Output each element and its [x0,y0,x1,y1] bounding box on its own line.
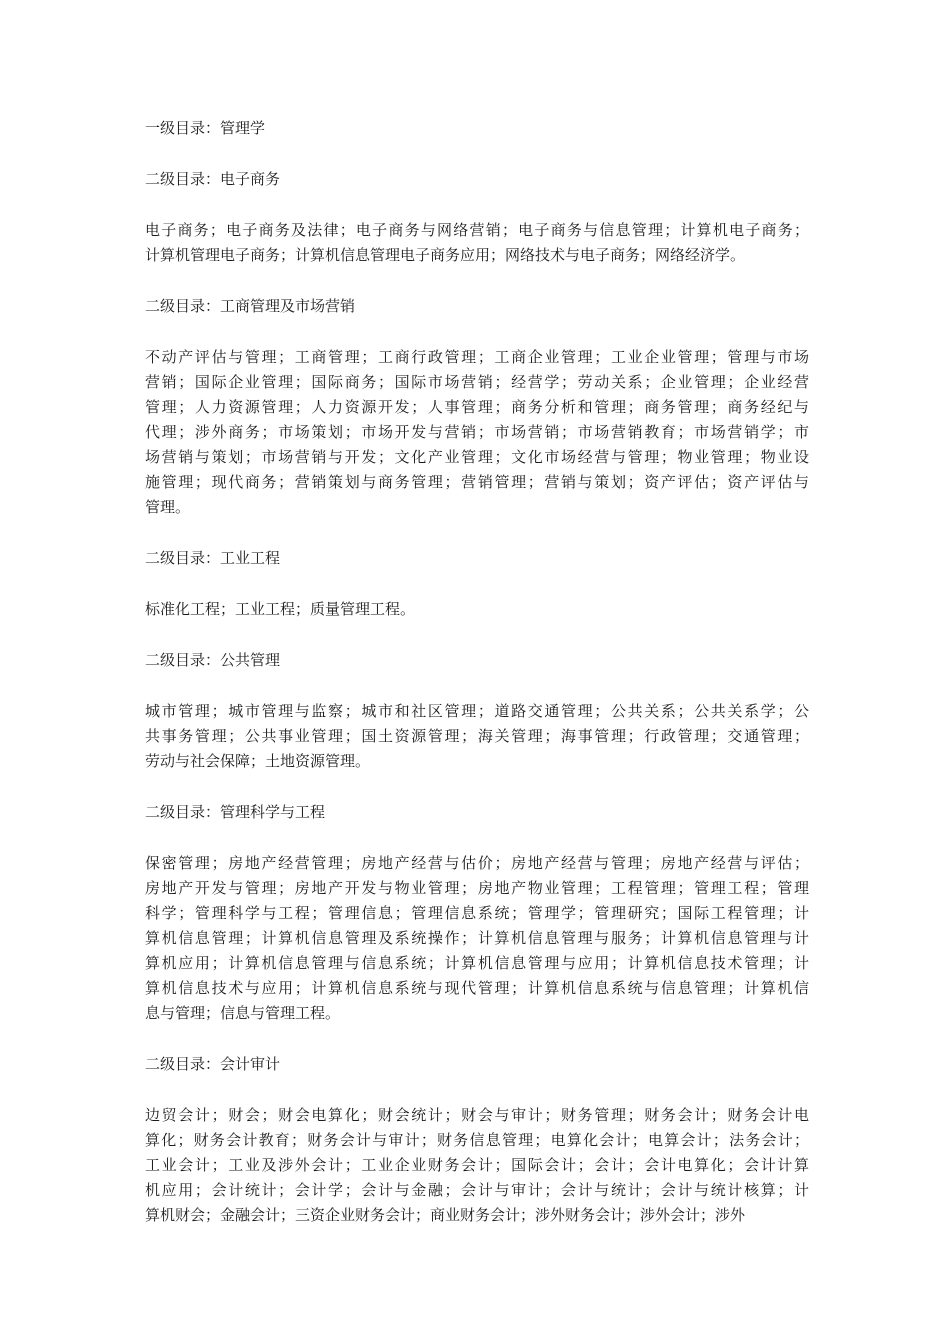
section-heading: 二级目录：公共管理 [145,651,281,669]
section-heading: 二级目录：管理科学与工程 [145,803,326,821]
section-paragraph [145,699,809,774]
paragraph-line: 算机财会；金融会计；三资企业财务会计；商业财务会计；涉外财务会计；涉外会计；涉外 [145,1206,746,1224]
paragraph-line: 算机信息管理；计算机信息管理及系统操作；计算机信息管理与服务；计算机信息管理与计 [145,929,809,947]
paragraph-line: 劳动与社会保障；土地资源管理。 [145,752,371,770]
paragraph-line: 管理；人力资源管理；人力资源开发；人事管理；商务分析和管理；商务管理；商务经纪与 [145,398,809,416]
paragraph-line: 息与管理；信息与管理工程。 [145,1004,341,1022]
section-paragraph [145,218,809,268]
section-paragraph [145,345,809,520]
paragraph-line: 共事务管理；公共事业管理；国土资源管理；海关管理；海事管理；行政管理；交通管理； [145,727,809,745]
paragraph-line: 城市管理；城市管理与监察；城市和社区管理；道路交通管理；公共关系；公共关系学；公 [145,702,809,720]
level1-heading: 一级目录：管理学 [145,119,266,137]
paragraph-line: 场营销与策划；市场营销与开发；文化产业管理；文化市场经营与管理；物业管理；物业设 [145,448,809,466]
paragraph-line: 计算机管理电子商务；计算机信息管理电子商务应用；网络技术与电子商务；网络经济学。 [145,246,746,264]
document-page [145,116,809,1254]
section-heading: 二级目录：电子商务 [145,170,281,188]
paragraph-line: 算化；财务会计教育；财务会计与审计；财务信息管理；电算化会计；电算会计；法务会计； [145,1131,809,1149]
paragraph-line: 不动产评估与管理；工商管理；工商行政管理；工商企业管理；工业企业管理；管理与市场 [145,348,809,366]
section-paragraph [145,1103,809,1228]
paragraph-line: 工业会计；工业及涉外会计；工业企业财务会计；国际会计；会计；会计电算化；会计计算 [145,1156,809,1174]
section-heading: 二级目录：会计审计 [145,1055,281,1073]
section-heading: 二级目录：工业工程 [145,549,281,567]
paragraph-line: 科学；管理科学与工程；管理信息；管理信息系统；管理学；管理研究；国际工程管理；计 [145,904,809,922]
sections-container [145,167,809,1228]
paragraph-line: 算机信息技术与应用；计算机信息系统与现代管理；计算机信息系统与信息管理；计算机信 [145,979,809,997]
paragraph-line: 机应用；会计统计；会计学；会计与金融；会计与审计；会计与统计；会计与统计核算；计 [145,1181,809,1199]
paragraph-line: 管理。 [145,498,191,516]
paragraph-line: 代理；涉外商务；市场策划；市场开发与营销；市场营销；市场营销教育；市场营销学；市 [145,423,809,441]
paragraph-line: 施管理；现代商务；营销策划与商务管理；营销管理；营销与策划；资产评估；资产评估与 [145,473,809,491]
section-paragraph [145,597,809,622]
paragraph-line: 营销；国际企业管理；国际商务；国际市场营销；经营学；劳动关系；企业管理；企业经营 [145,373,809,391]
paragraph-line: 标准化工程；工业工程；质量管理工程。 [145,600,416,618]
paragraph-line: 保密管理；房地产经营管理；房地产经营与估价；房地产经营与管理；房地产经营与评估； [145,854,809,872]
paragraph-line: 电子商务；电子商务及法律；电子商务与网络营销；电子商务与信息管理；计算机电子商务； [145,221,809,239]
paragraph-line: 边贸会计；财会；财会电算化；财会统计；财会与审计；财务管理；财务会计；财务会计电 [145,1106,809,1124]
paragraph-line: 房地产开发与管理；房地产开发与物业管理；房地产物业管理；工程管理；管理工程；管理 [145,879,809,897]
section-paragraph [145,851,809,1026]
section-heading: 二级目录：工商管理及市场营销 [145,297,356,315]
paragraph-line: 算机应用；计算机信息管理与信息系统；计算机信息管理与应用；计算机信息技术管理；计 [145,954,809,972]
